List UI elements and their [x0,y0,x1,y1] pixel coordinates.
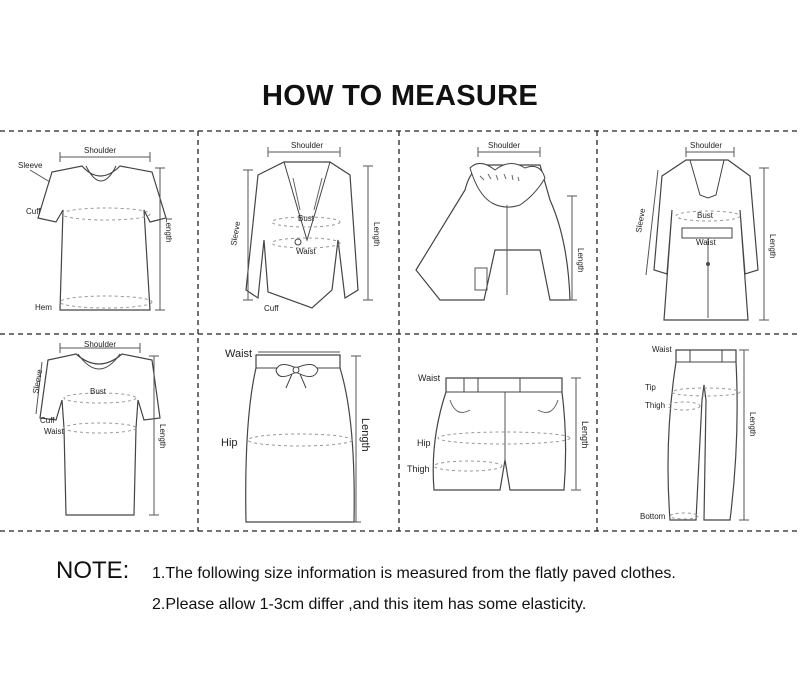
cape-diagram [416,141,585,300]
length-label: Length [372,222,381,247]
pants-diagram [640,345,757,521]
length-label: Length [359,418,371,452]
waist-label: Waist [696,238,716,247]
shoulder-label: Shoulder [488,141,521,150]
hem-label: Hem [35,303,52,312]
note-label: NOTE: [56,557,130,584]
shoulder-label: Shoulder [84,340,117,349]
skirt-diagram [221,348,371,522]
waist-label: Waist [296,247,316,256]
hip-label: Hip [417,438,431,448]
length-label: Length [158,424,167,449]
length-label: Length [748,412,757,437]
sleeve-label: Sleeve [18,161,43,170]
sleeve-label: Sleeve [229,220,243,247]
thigh-label: Thigh [645,401,666,410]
length-label: Length [580,421,590,449]
tshirt-diagram [18,146,173,312]
page-title: HOW TO MEASURE [262,80,538,112]
hip-label: Hip [221,437,238,449]
waist-label: Waist [44,427,64,436]
bust-label: Bust [298,214,315,223]
sleeve-label: Sleeve [31,368,45,395]
cuff-label: Cuff [40,416,55,425]
shorts-diagram [407,373,590,490]
bust-label: Bust [90,387,107,396]
cuff-label: Cuff [264,304,279,313]
bottom-label: Bottom [640,512,666,521]
cuff-label: Cuff [26,207,41,216]
sleeve-label: Sleeve [634,207,648,234]
waist-label: Waist [418,373,441,383]
length-label: Length [576,248,585,273]
length-label: Length [768,234,777,259]
note-line-1: 1.The following size information is measured from the flatly paved clothes. [152,565,676,582]
tip-label: Tip [645,383,656,392]
shoulder-label: Shoulder [291,141,324,150]
note-line-2: 2.Please allow 1-3cm differ ,and this item has some elasticity. [152,596,587,613]
thigh-label: Thigh [407,464,430,474]
waist-label: Waist [225,348,253,360]
shoulder-label: Shoulder [690,141,723,150]
dress-diagram [31,340,167,515]
waist-label: Waist [652,345,672,354]
shoulder-label: Shoulder [84,146,117,155]
length-label: Length [164,218,173,243]
blazer-diagram [229,141,381,313]
coat-diagram [634,141,777,320]
bust-label: Bust [697,211,714,220]
